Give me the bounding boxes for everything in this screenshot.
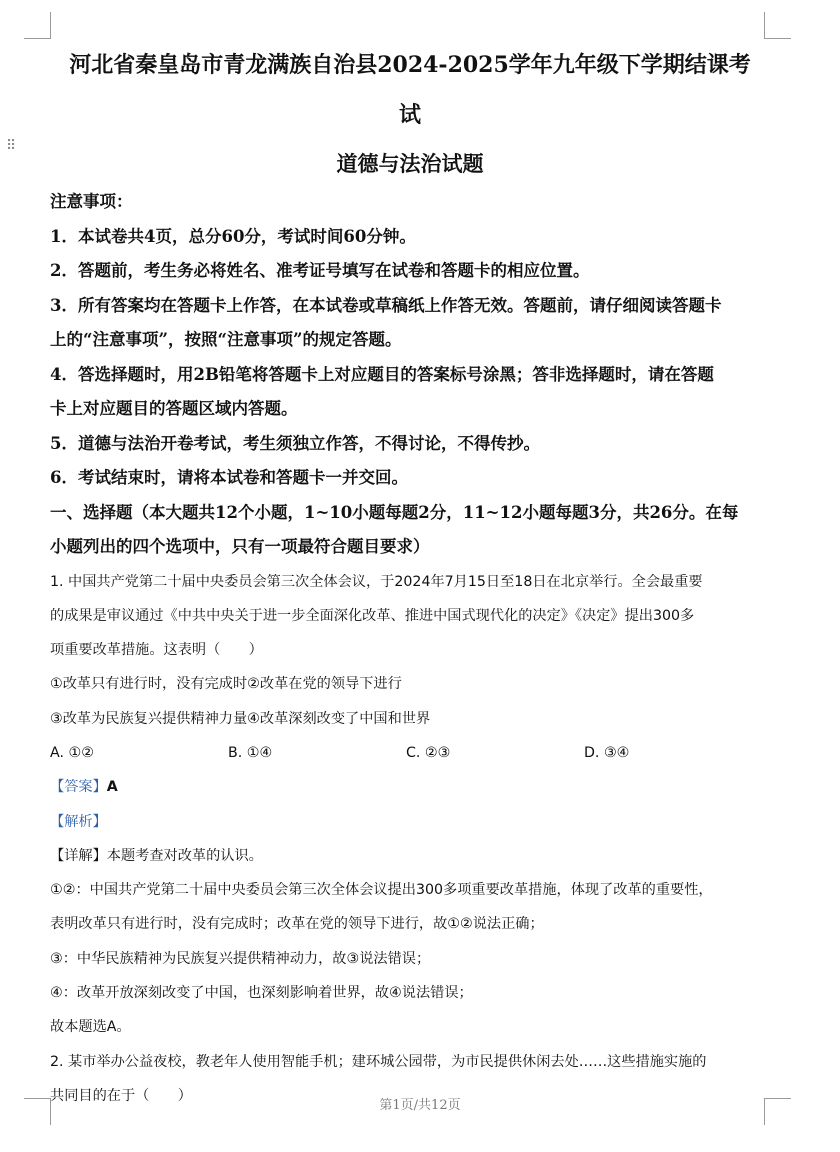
answer-value: A	[106, 779, 118, 796]
detail-line	[50, 839, 770, 873]
page-indicator: 第1页/共12页	[379, 1098, 461, 1113]
detail-label: 【详解】	[50, 847, 107, 864]
option-b: B. ①④	[228, 744, 273, 761]
notice-item: 2．答题前，考生务必将姓名、准考证号填写在试卷和答题卡的相应位置。	[50, 261, 590, 280]
question-stem-line: 项重要改革措施。这表明（ ）	[50, 642, 263, 659]
question-statement: ①改革只有进行时，没有完成时②改革在党的领导下进行	[50, 676, 402, 693]
notice-item: 5．道德与法治开卷考试，考生须独立作答，不得讨论，不得传抄。	[50, 433, 540, 453]
answer-line	[50, 770, 770, 804]
notice-item: 6．考试结束时，请将本试卷和答题卡一并交回。	[50, 468, 408, 487]
notice-item: 4．答选择题时，用2B铅笔将答题卡上对应题目的答案标号涂黑；答非选择题时，请在答题	[50, 364, 714, 384]
question-1	[50, 565, 770, 1045]
document-title	[50, 40, 770, 140]
document-subtitle: 道德与法治试题	[336, 151, 484, 176]
drag-handle-icon[interactable]: ⠿	[6, 138, 16, 154]
notice-heading: 注意事项：	[50, 192, 133, 211]
title-line-2: 试	[398, 102, 421, 128]
question-stem-line: 共同目的在于（ ）	[50, 1087, 192, 1104]
crop-mark-top-right	[764, 12, 791, 39]
answer-options	[50, 736, 770, 770]
detail-text: 本题考查对改革的认识。	[106, 847, 263, 864]
notice-section	[50, 185, 770, 496]
title-line-1: 河北省秦皇岛市青龙满族自治县2024-2025学年九年级下学期结课考	[69, 52, 751, 78]
crop-mark-top-left	[24, 12, 51, 39]
explanation-line: ③：中华民族精神为民族复兴提供精神动力，故③说法错误；	[50, 950, 431, 967]
notice-item: 3．所有答案均在答题卡上作答，在本试卷或草稿纸上作答无效。答题前，请仔细阅读答题卡	[50, 295, 722, 315]
question-stem-line: 的成果是审议通过《中共中央关于进一步全面深化改革、推进中国式现代化的决定》《决定》提出300多	[50, 607, 695, 624]
question-stem-line: 2. 某市举办公益夜校，教老年人使用智能手机；建环城公园带，为市民提供休闲去处……这些措施实施的	[50, 1053, 707, 1070]
section-heading-line: 小题列出的四个选项中，只有一项最符合题目要求）	[50, 537, 430, 556]
analysis-label: 【解析】	[50, 813, 107, 830]
option-c: C. ②③	[406, 744, 451, 761]
notice-item: 1．本试卷共4页，总分60分，考试时间60分钟。	[50, 226, 416, 246]
explanation-line: 故本题选A。	[50, 1019, 131, 1036]
explanation-line: 表明改革只有进行时，没有完成时；改革在党的领导下进行，故①②说法正确；	[50, 916, 544, 933]
notice-item: 上的“注意事项”，按照“注意事项”的规定答题。	[50, 330, 402, 349]
section-heading-line: 一、选择题（本大题共12个小题，1~10小题每题2分，11~12小题每题3分，共26分。在每	[50, 502, 739, 522]
explanation-line: ④：改革开放深刻改变了中国，也深刻影响着世界，故④说法错误；	[50, 985, 473, 1002]
explanation-line: ①②：中国共产党第二十届中央委员会第三次全体会议提出300多项重要改革措施，体现了改革的重要性，	[50, 882, 713, 899]
option-d: D. ③④	[584, 744, 630, 761]
section-heading	[50, 496, 770, 565]
question-stem-line: 1. 中国共产党第二十届中央委员会第三次全体会议，于2024年7月15日至18日在北京举行。全会最重要	[50, 573, 703, 590]
document-page	[50, 40, 770, 1113]
answer-label: 【答案】	[50, 779, 107, 796]
question-statement: ③改革为民族复兴提供精神力量④改革深刻改变了中国和世界	[50, 710, 431, 727]
option-a: A. ①②	[50, 744, 94, 761]
analysis-line	[50, 805, 770, 839]
notice-item: 卡上对应题目的答题区域内答题。	[50, 399, 298, 418]
